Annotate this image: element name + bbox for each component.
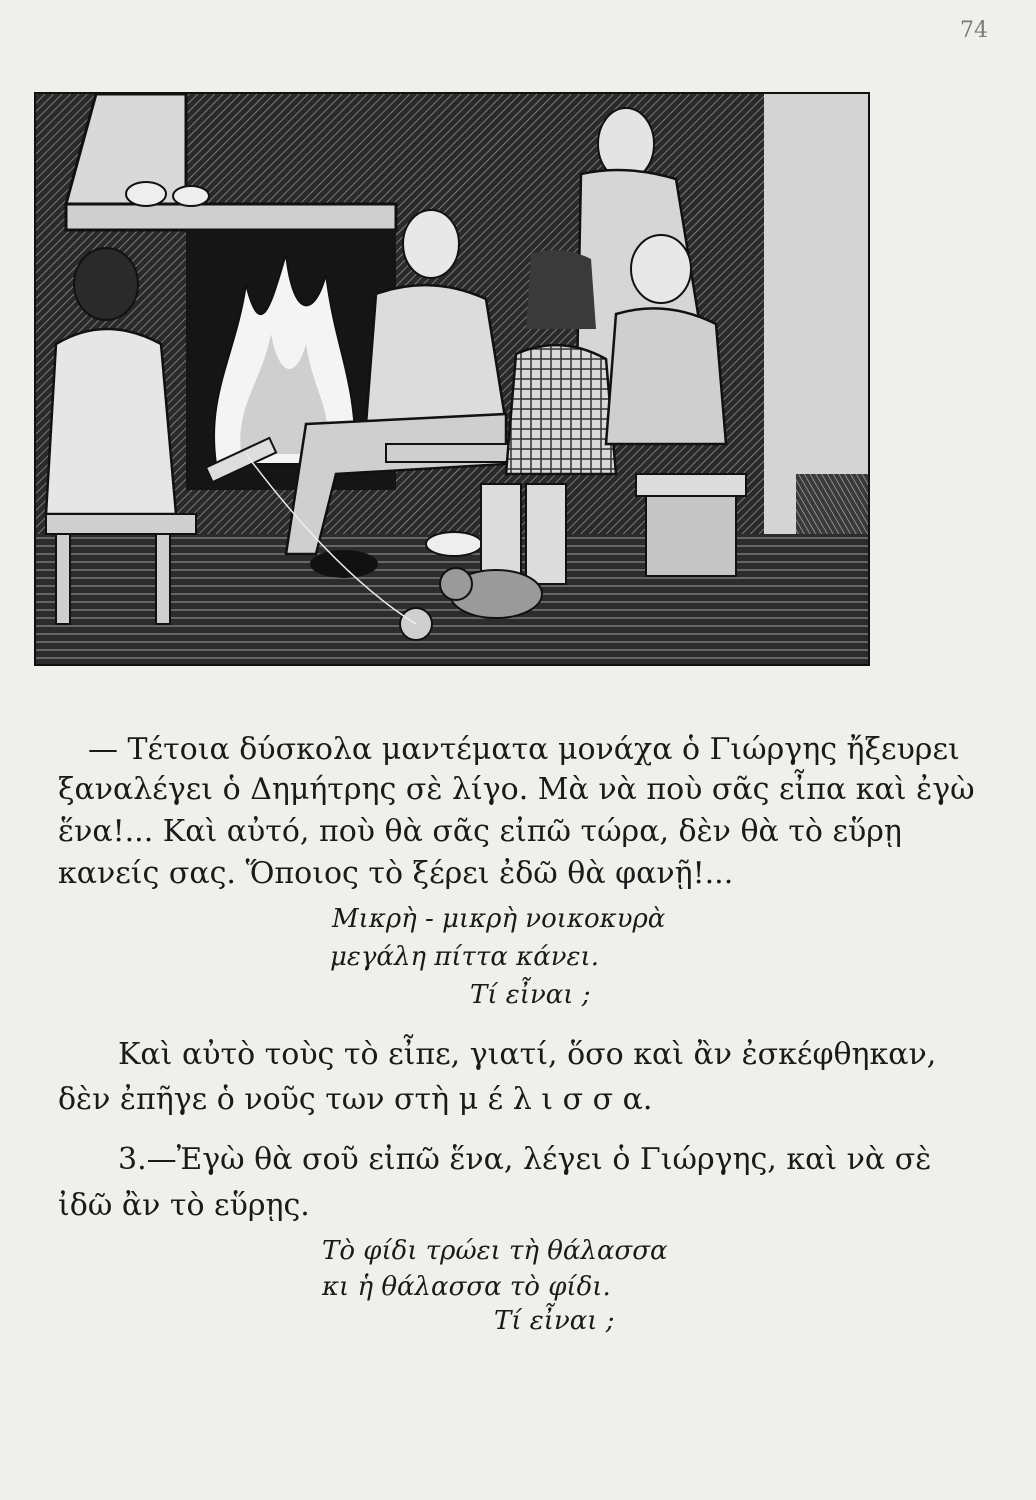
text-line: ἰδῶ ἂν τὸ εὕρῃς. xyxy=(58,1188,310,1223)
verse-line: Μικρὴ - μικρὴ νοικοκυρὰ xyxy=(332,904,666,934)
text-line: ἕνα!... Καὶ αὐτό, ποὺ θὰ σᾶς εἰπῶ τώρα, δὲν θὰ τὸ εὕρῃ xyxy=(58,814,902,849)
verse-line: μεγάλη πίττα κάνει. xyxy=(330,942,599,972)
verse-line: Τί εἶναι ; xyxy=(494,1306,615,1336)
text-line: κανείς σας. Ὅποιος τὸ ξέρει ἐδῶ θὰ φανῇ!... xyxy=(58,856,734,891)
text-line: δὲν ἐπῆγε ὁ νοῦς των στὴ μ έ λ ι σ σ α. xyxy=(58,1082,653,1117)
engraving-family-by-fireplace-icon xyxy=(36,94,868,664)
text-line: 3.—Ἐγὼ θὰ σοῦ εἰπῶ ἕνα, λέγει ὁ Γιώργης, καὶ νὰ σὲ xyxy=(118,1142,932,1177)
verse-line: κι ἡ θάλασσα τὸ φίδι. xyxy=(322,1272,611,1302)
text-line: ξαναλέγει ὁ Δημήτρης σὲ λίγο. Μὰ νὰ ποὺ σᾶς εἶπα καὶ ἐγὼ xyxy=(58,772,975,807)
verse-line: Τί εἶναι ; xyxy=(470,980,591,1010)
text-line: Καὶ αὐτὸ τοὺς τὸ εἶπε, γιατί, ὅσο καὶ ἂν ἐσκέφθηκαν, xyxy=(118,1037,937,1072)
text-line: — Τέτοια δύσκολα μαντέματα μονάχα ὁ Γιώργης ἤξευρει xyxy=(88,732,960,767)
page-number: 74 xyxy=(960,18,988,43)
verse-line: Τὸ φίδι τρώει τὴ θάλασσα xyxy=(322,1236,668,1266)
fireplace-illustration xyxy=(34,92,870,666)
